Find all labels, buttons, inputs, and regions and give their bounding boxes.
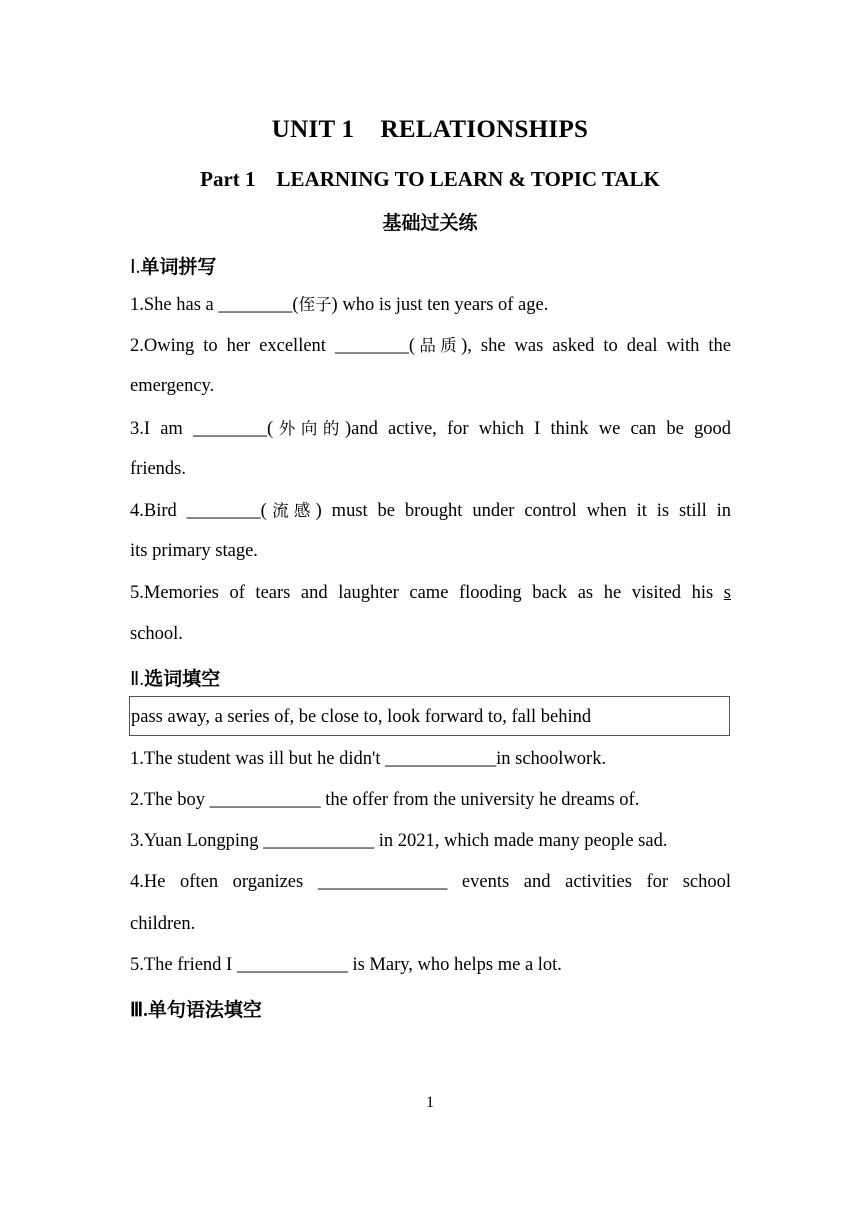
page-number: 1 [426,1094,434,1111]
section-1-numeral: Ⅰ. [130,257,141,278]
s1-item-4-cont: its primary stage. [130,541,258,561]
s1-item-3-hint: 外向的 [273,419,345,438]
part-title: Part 1 LEARNING TO LEARN & TOPIC TALK [200,167,660,191]
s1-item-2-text-a: 2.Owing to her excellent ________( [130,336,416,356]
s2-item-4: 4.He often organizes ______________ events and activities for school [130,872,731,892]
exercise-subtitle: 基础过关练 [382,212,478,234]
s1-item-2-cont: emergency. [130,376,215,396]
s1-item-3-cont: friends. [130,459,186,479]
word-bank-box: pass away, a series of, be close to, look forward to, fall behind [129,696,730,736]
s1-item-3-text-a: 3.I am ________( [130,419,274,439]
s1-item-5-text: 5.Memories of tears and laughter came flooding back as he visited his [130,583,724,603]
s1-item-1-text-a: 1.She has a ________( [130,295,299,315]
s1-item-3-text-b: )and active, for which I think we can be good [344,419,731,439]
s1-item-3 [130,408,731,450]
s1-item-2-hint: 品质 [415,336,462,355]
s1-item-1 [130,284,731,326]
section-3-title: 单句语法填空 [147,999,262,1021]
section-1-title: 单词拼写 [140,256,217,278]
s1-item-5-initial-letter: s [723,583,731,603]
section-3-heading [130,995,262,1022]
s1-item-2 [130,325,731,367]
section-3-numeral: Ⅲ. [130,1000,148,1021]
unit-title: UNIT 1 RELATIONSHIPS [271,116,589,143]
section-2-heading [130,664,220,691]
section-1-heading [130,252,216,279]
s2-item-5: 5.The friend I ____________ is Mary, who helps me a lot. [130,955,562,975]
s1-item-5-cont: school. [130,624,183,644]
s1-item-4-hint: 流感 [266,501,316,520]
s1-item-1-text-b: ) who is just ten years of age. [331,295,549,315]
s1-item-4 [130,490,731,532]
s2-item-4-cont: children. [130,914,196,934]
s2-item-1: 1.The student was ill but he didn't ____________in schoolwork. [130,749,607,769]
s1-item-1-hint: 侄子 [298,295,332,314]
section-2-title: 选词填空 [144,668,221,690]
s1-item-5 [130,573,731,614]
section-2-numeral: Ⅱ. [130,669,145,690]
s1-item-2-text-b: ), she was asked to deal with the [461,336,732,356]
s1-item-4-text-a: 4.Bird ________( [130,501,267,521]
s1-item-4-text-b: ) must be brought under control when it is still in [315,501,732,521]
s2-item-3: 3.Yuan Longping ____________ in 2021, which made many people sad. [130,831,668,851]
s2-item-2: 2.The boy ____________ the offer from the university he dreams of. [130,790,640,810]
